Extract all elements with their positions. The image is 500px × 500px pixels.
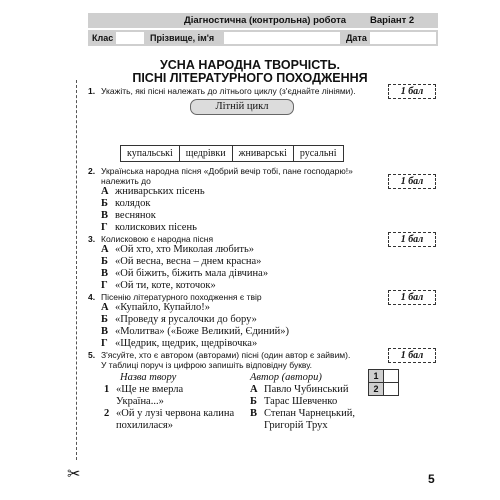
- q1-word-table: [120, 145, 344, 162]
- work-column-header: Назва твору: [120, 372, 177, 383]
- word-shchedrivky[interactable]: щедрівки: [179, 146, 232, 162]
- scissors-icon: ✂: [67, 466, 81, 483]
- work-2-number: 2: [104, 408, 110, 419]
- q4-number: 4.: [88, 292, 96, 302]
- q2-option-d[interactable]: Г колискових пісень: [101, 222, 197, 233]
- work-1-title-line2: Україна...»: [116, 396, 164, 407]
- answer-row-2-field[interactable]: [384, 383, 399, 396]
- answer-row-1-label: 1: [369, 370, 384, 383]
- q3-number: 3.: [88, 234, 96, 244]
- work-1-number: 1: [104, 384, 110, 395]
- name-field[interactable]: [224, 32, 340, 44]
- header-bar: [88, 13, 438, 28]
- class-field[interactable]: [116, 32, 144, 44]
- page-number: 5: [428, 472, 435, 486]
- q4-option-d[interactable]: Г «Щедрик, щедрик, щедрівочка»: [101, 338, 258, 349]
- q4-option-a[interactable]: А «Купайло, Купайло!»: [101, 302, 210, 313]
- name-label: Прізвище, ім'я: [150, 33, 215, 43]
- q1-number: 1.: [88, 86, 96, 96]
- q3-score: 1 бал: [388, 232, 436, 247]
- work-2-title-line1: «Ой у лузі червона калина: [116, 408, 235, 419]
- author-c: В Степан Чарнецький,: [250, 408, 356, 419]
- q4-score: 1 бал: [388, 290, 436, 305]
- q3-option-c[interactable]: В «Ой біжить, біжить мала дівчина»: [101, 268, 269, 279]
- q5-score: 1 бал: [388, 348, 436, 363]
- q3-option-b[interactable]: Б «Ой весна, весна – днем красна»: [101, 256, 262, 267]
- date-label: Дата: [346, 33, 367, 43]
- work-2-title-line2: похилилася»: [116, 420, 173, 431]
- q3-option-d[interactable]: Г «Ой ти, коте, коточок»: [101, 280, 216, 291]
- section-title-2: ПІСНІ ЛІТЕРАТУРНОГО ПОХОДЖЕННЯ: [132, 71, 368, 85]
- q2-option-b[interactable]: Б колядок: [101, 198, 151, 209]
- q5-text-line2: У таблиці поруч із цифрою запишіть відповідну букву.: [101, 360, 313, 370]
- word-kupalski[interactable]: купальські: [121, 146, 180, 162]
- date-field[interactable]: [370, 32, 436, 44]
- author-c-line2: Григорій Трух: [264, 420, 328, 431]
- word-zhnyvarski[interactable]: жниварські: [232, 146, 293, 162]
- author-column-header: Автор (автори): [250, 372, 322, 383]
- q3-option-a[interactable]: А «Ой хто, хто Миколая любить»: [101, 244, 254, 255]
- q5-number: 5.: [88, 350, 96, 360]
- header-title: Діагностична (контрольна) робота: [184, 15, 347, 26]
- work-1-title-line1: «Ще не вмерла: [116, 384, 184, 395]
- q1-score: 1 бал: [388, 84, 436, 99]
- student-info-bar: [88, 30, 438, 46]
- q5-answer-table: [368, 369, 399, 396]
- answer-row-1-field[interactable]: [384, 370, 399, 383]
- q2-option-c[interactable]: В веснянок: [101, 210, 156, 221]
- q5-text-line1: З'ясуйте, хто є автором (авторами) пісні (один автор є зайвим).: [101, 350, 351, 360]
- q2-score: 1 бал: [388, 174, 436, 189]
- q4-text: Пісенію літературного походження є твір: [101, 292, 262, 302]
- q2-text-line2: належить до: [101, 176, 151, 186]
- q1-text: Укажіть, які пісні належать до літнього циклу (з'єднайте лініями).: [101, 86, 356, 96]
- summer-cycle-label: Літній цикл: [190, 99, 294, 115]
- answer-row-2-label: 2: [369, 383, 384, 396]
- author-b: Б Тарас Шевченко: [250, 396, 338, 407]
- class-label: Клас: [92, 33, 114, 43]
- q2-option-a[interactable]: А жниварських пісень: [101, 186, 205, 197]
- q2-text-line1: Українська народна пісня «Добрий вечір тобі, пане господарю!»: [101, 166, 353, 176]
- q3-text: Колисковою є народна пісня: [101, 234, 214, 244]
- variant-label: Варіант 2: [370, 15, 415, 26]
- q4-option-c[interactable]: В «Молитва» («Боже Великий, Єдиний»): [101, 326, 290, 337]
- word-rusalni[interactable]: русальні: [293, 146, 343, 162]
- q2-number: 2.: [88, 166, 96, 176]
- section-title-1: УСНА НАРОДНА ТВОРЧІСТЬ.: [159, 58, 341, 72]
- author-a: А Павло Чубинський: [250, 384, 349, 395]
- q4-option-b[interactable]: Б «Проведу я русалочки до бору»: [101, 314, 257, 325]
- cut-line: [76, 80, 77, 460]
